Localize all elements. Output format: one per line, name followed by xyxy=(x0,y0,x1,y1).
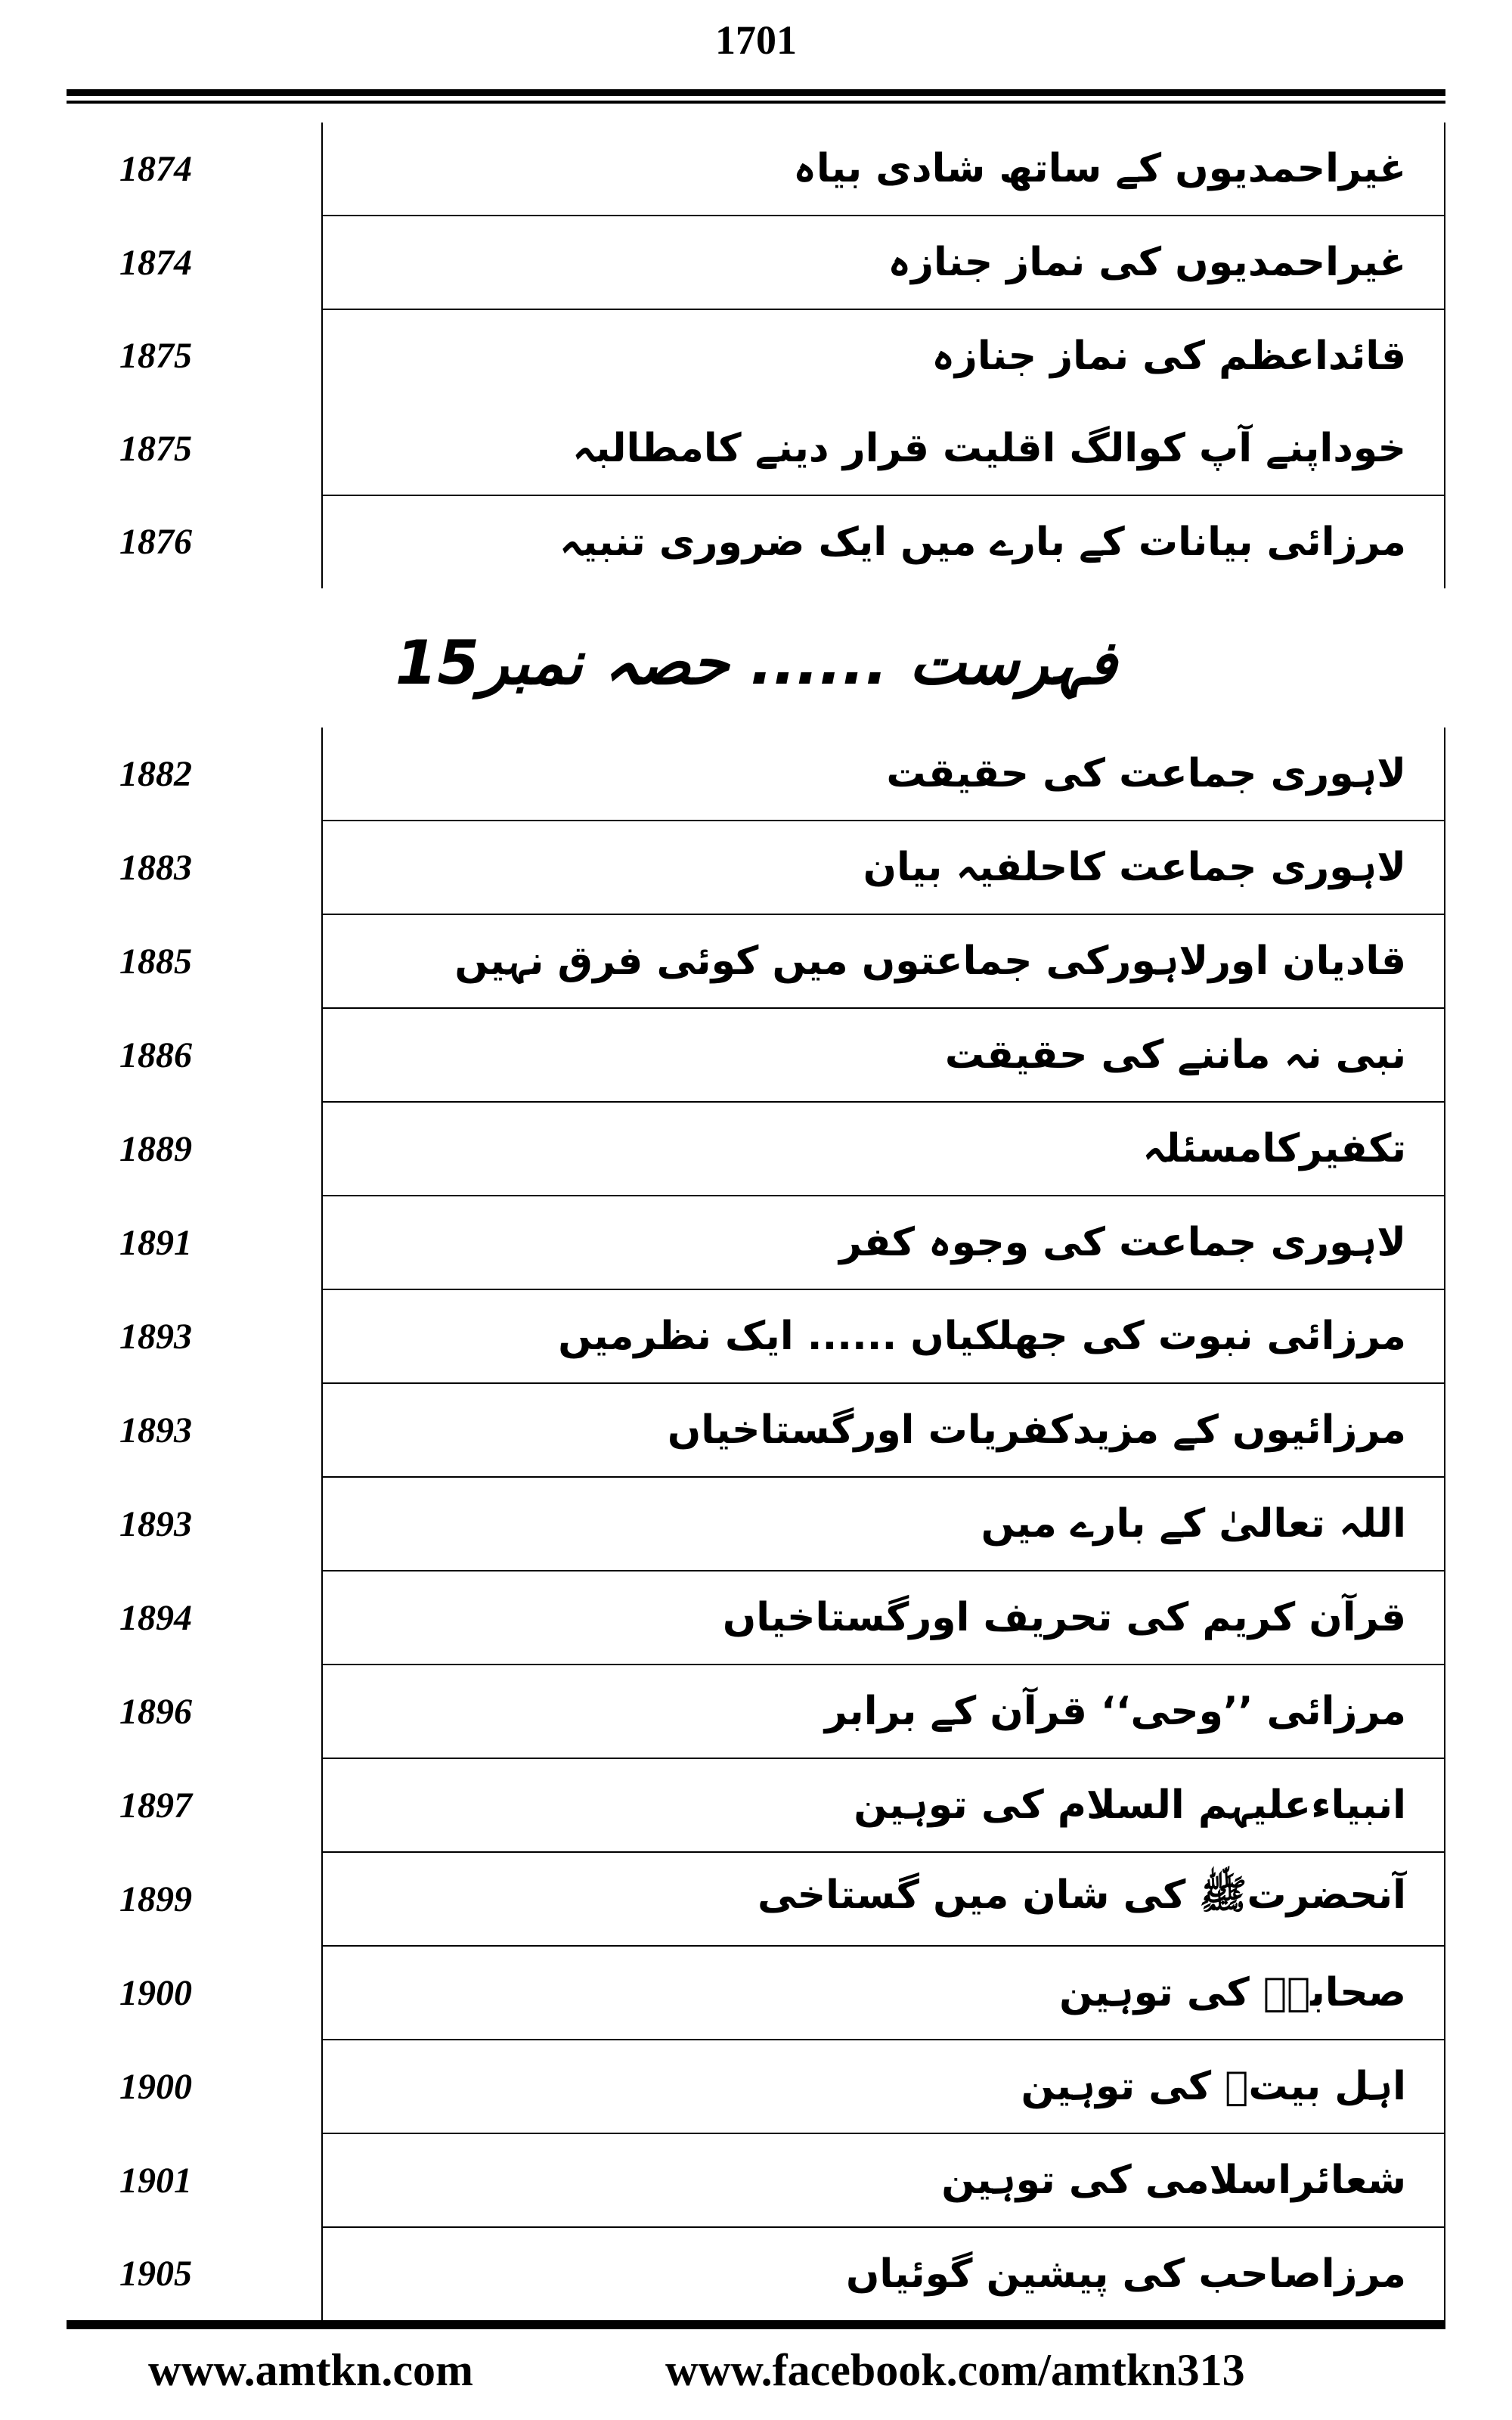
footer xyxy=(0,2344,1512,2405)
toc-row xyxy=(67,821,1445,914)
toc-entry-title: مرزائیوں کے مزیدکفریات اورگستاخیاں xyxy=(322,1383,1445,1477)
toc-row xyxy=(67,1852,1445,1946)
toc-entry-title: غیراحمدیوں کے ساتھ شادی بیاہ xyxy=(322,123,1445,216)
toc-row xyxy=(67,1665,1445,1758)
toc-entry-title: غیراحمدیوں کی نماز جنازہ xyxy=(322,216,1445,309)
toc-page-number: 1874 xyxy=(67,123,322,216)
toc-entry-title: نبی نہ ماننے کی حقیقت xyxy=(322,1008,1445,1102)
toc-row xyxy=(67,1571,1445,1665)
toc-entry-title: تکفیرکامسئلہ xyxy=(322,1102,1445,1196)
toc-page-number: 1894 xyxy=(67,1571,322,1665)
toc-row xyxy=(67,123,1445,216)
toc-entry-title: خوداپنے آپ کوالگ اقلیت قرار دینے کامطالبہ xyxy=(322,402,1445,495)
toc-page-number: 1875 xyxy=(67,402,322,495)
toc-entry-title: مرزائی بیانات کے بارے میں ایک ضروری تنبیہ xyxy=(322,495,1445,588)
toc-page-number: 1876 xyxy=(67,495,322,588)
toc-entry-title: مرزاصاحب کی پیشین گوئیاں xyxy=(322,2227,1445,2320)
toc-page-number: 1893 xyxy=(67,1289,322,1383)
toc-row xyxy=(67,2040,1445,2133)
toc-row xyxy=(67,1946,1445,2040)
page-number: 1701 xyxy=(715,17,797,63)
toc-entry-title: مرزائی ’’وحی‘‘ قرآن کے برابر xyxy=(322,1665,1445,1758)
toc-page-number: 1900 xyxy=(67,2040,322,2133)
toc-page-number: 1886 xyxy=(67,1008,322,1102)
toc-entry-title: مرزائی نبوت کی جھلکیاں ...... ایک نظرمیں xyxy=(322,1289,1445,1383)
toc-entry-title: قرآن کریم کی تحریف اورگستاخیاں xyxy=(322,1571,1445,1665)
toc-entry-title: لاہوری جماعت کی وجوہ کفر xyxy=(322,1196,1445,1289)
toc-entry-title: اہل بیتؓ کی توہین xyxy=(322,2040,1445,2133)
toc-row xyxy=(67,2133,1445,2227)
toc-entry-title: انبیاءعلیہم السلام کی توہین xyxy=(322,1758,1445,1852)
toc-page-number: 1891 xyxy=(67,1196,322,1289)
toc-row xyxy=(67,495,1445,588)
toc-entry-title: آنحضرتﷺ کی شان میں گستاخی xyxy=(322,1852,1445,1946)
toc-page-number: 1905 xyxy=(67,2227,322,2320)
toc-page-number: 1874 xyxy=(67,216,322,309)
toc-row xyxy=(67,1008,1445,1102)
toc-entry-title: لاہوری جماعت کاحلفیہ بیان xyxy=(322,821,1445,914)
footer-rule xyxy=(67,2320,1445,2329)
toc-table-part2 xyxy=(67,728,1445,2320)
toc-row xyxy=(67,914,1445,1008)
toc-page-number: 1897 xyxy=(67,1758,322,1852)
toc-row xyxy=(67,1196,1445,1289)
footer-website-link[interactable]: www.amtkn.com xyxy=(148,2345,473,2395)
section-heading: فہرست ...... حصہ نمبر15 xyxy=(395,628,1117,698)
toc-entry-title: لاہوری جماعت کی حقیقت xyxy=(322,728,1445,821)
toc-page-number: 1882 xyxy=(67,728,322,821)
toc-row xyxy=(67,2227,1445,2320)
toc-page-number: 1893 xyxy=(67,1383,322,1477)
toc-row xyxy=(67,216,1445,309)
header-rule-thin xyxy=(67,101,1445,104)
toc-entry-title: اللہ تعالیٰ کے بارے میں xyxy=(322,1477,1445,1571)
toc-row xyxy=(67,1383,1445,1477)
toc-row xyxy=(67,1758,1445,1852)
toc-row xyxy=(67,1289,1445,1383)
toc-entry-title: صحابہؓ کی توہین xyxy=(322,1946,1445,2040)
toc-page-number: 1885 xyxy=(67,914,322,1008)
header-rule xyxy=(67,89,1445,96)
toc-page-number: 1893 xyxy=(67,1477,322,1571)
toc-entry-title: قادیان اورلاہورکی جماعتوں میں کوئی فرق نہیں xyxy=(322,914,1445,1008)
toc-entry-title: شعائراسلامی کی توہین xyxy=(322,2133,1445,2227)
toc-page-number: 1901 xyxy=(67,2133,322,2227)
toc-table-part1 xyxy=(67,123,1445,588)
toc-page-number: 1875 xyxy=(67,309,322,402)
toc-entry-title: قائداعظم کی نماز جنازہ xyxy=(322,309,1445,402)
toc-page-number: 1900 xyxy=(67,1946,322,2040)
toc-row xyxy=(67,402,1445,495)
toc-row xyxy=(67,728,1445,821)
toc-page-number: 1899 xyxy=(67,1852,322,1946)
footer-facebook-link[interactable]: www.facebook.com/amtkn313 xyxy=(665,2345,1245,2395)
toc-row xyxy=(67,1477,1445,1571)
toc-page-number: 1883 xyxy=(67,821,322,914)
toc-page-number: 1889 xyxy=(67,1102,322,1196)
toc-row xyxy=(67,1102,1445,1196)
toc-row xyxy=(67,309,1445,402)
toc-page-number: 1896 xyxy=(67,1665,322,1758)
